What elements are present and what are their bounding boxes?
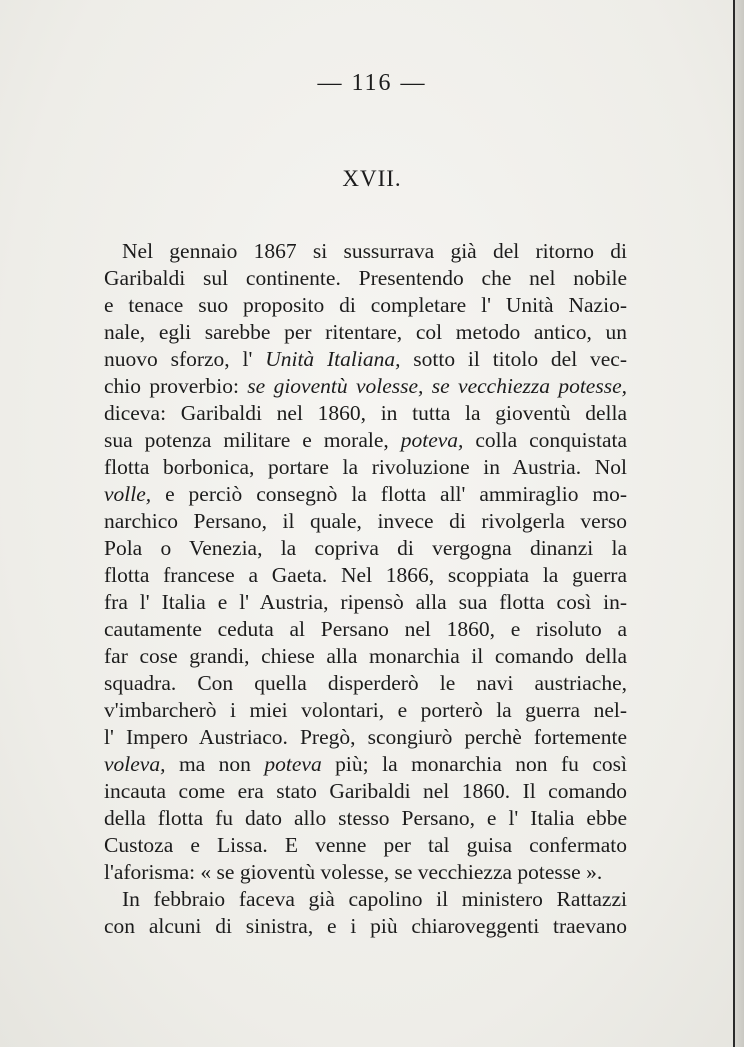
- page-edge-shadow: [735, 0, 744, 1047]
- text-line: [104, 319, 627, 346]
- text-line: [104, 778, 627, 805]
- text-run: v'imbarcherò i miei volontari, e porterò la guerra nel-: [104, 698, 627, 722]
- text-line: [104, 346, 627, 373]
- body-text: [104, 238, 627, 940]
- text-run: In febbraio faceva già capolino il ministero Rattazzi: [122, 887, 627, 911]
- text-line: [104, 751, 627, 778]
- text-run: Garibaldi sul continente. Presentendo che nel nobile: [104, 266, 627, 290]
- text-line: [104, 859, 627, 886]
- text-line: [104, 454, 627, 481]
- text-run: fra l' Italia e l' Austria, ripensò alla sua flotta così in-: [104, 590, 627, 614]
- text-run: della flotta fu dato allo stesso Persano, e l' Italia ebbe: [104, 806, 627, 830]
- text-line: [104, 589, 627, 616]
- text-line: [104, 508, 627, 535]
- text-run: l'aforisma: « se gioventù volesse, se vecchiezza potesse ».: [104, 860, 603, 884]
- text-line: [104, 481, 627, 508]
- text-line: [104, 535, 627, 562]
- text-run: chio proverbio:: [104, 374, 248, 398]
- text-line: [104, 643, 627, 670]
- text-line: [104, 670, 627, 697]
- text-line: [104, 886, 627, 913]
- text-run: Pola o Venezia, la copriva di vergogna dinanzi la: [104, 536, 627, 560]
- text-line: [104, 724, 627, 751]
- page-edge-line: [733, 0, 735, 1047]
- text-line: [104, 373, 627, 400]
- italic-text: poteva,: [400, 428, 464, 452]
- text-run: con alcuni di sinistra, e i più chiaroveggenti traevano: [104, 914, 627, 938]
- text-run: squadra. Con quella disperderò le navi austriache,: [104, 671, 627, 695]
- text-run: l' Impero Austriaco. Pregò, scongiurò perchè fortemente: [104, 725, 627, 749]
- text-line: [104, 913, 627, 940]
- text-line: [104, 292, 627, 319]
- text-run: colla conquistata: [463, 428, 627, 452]
- italic-text: voleva,: [104, 752, 166, 776]
- text-run: flotta borbonica, portare la rivoluzione in Austria. Nol: [104, 455, 627, 479]
- page-number: — 116 —: [317, 70, 427, 96]
- italic-text: se gioventù volesse, se vecchiezza potesse,: [247, 374, 627, 398]
- italic-text: volle,: [104, 482, 152, 506]
- text-run: nale, egli sarebbe per ritentare, col metodo antico, un: [104, 320, 627, 344]
- text-run: e tenace suo proposito di completare l' Unità Nazio-: [104, 293, 627, 317]
- text-run: cautamente ceduta al Persano nel 1860, e risoluto a: [104, 617, 627, 641]
- text-run: incauta come era stato Garibaldi nel 1860. Il comando: [104, 779, 627, 803]
- text-run: sotto il titolo del vec-: [400, 347, 628, 371]
- text-run: ma non: [165, 752, 265, 776]
- text-run: narchico Persano, il quale, invece di rivolgerla verso: [104, 509, 627, 533]
- text-line: [104, 832, 627, 859]
- text-line: [104, 697, 627, 724]
- text-line: [104, 562, 627, 589]
- italic-text: poteva: [264, 752, 322, 776]
- text-run: flotta francese a Gaeta. Nel 1866, scoppiata la guerra: [104, 563, 627, 587]
- text-run: far cose grandi, chiese alla monarchia il comando della: [104, 644, 627, 668]
- italic-text: Unità Italiana,: [265, 347, 401, 371]
- text-run: diceva: Garibaldi nel 1860, in tutta la gioventù della: [104, 401, 627, 425]
- text-run: e perciò consegnò la flotta all' ammiraglio mo-: [151, 482, 627, 506]
- text-line: [104, 265, 627, 292]
- text-line: [104, 805, 627, 832]
- text-run: nuovo sforzo, l': [104, 347, 266, 371]
- text-line: [104, 238, 627, 265]
- chapter-heading: XVII.: [342, 166, 402, 191]
- text-line: [104, 427, 627, 454]
- text-run: Custoza e Lissa. E venne per tal guisa confermato: [104, 833, 627, 857]
- text-run: Nel gennaio 1867 si sussurrava già del ritorno di: [122, 239, 627, 263]
- text-line: [104, 400, 627, 427]
- text-run: più; la monarchia non fu così: [321, 752, 627, 776]
- text-run: sua potenza militare e morale,: [104, 428, 401, 452]
- text-line: [104, 616, 627, 643]
